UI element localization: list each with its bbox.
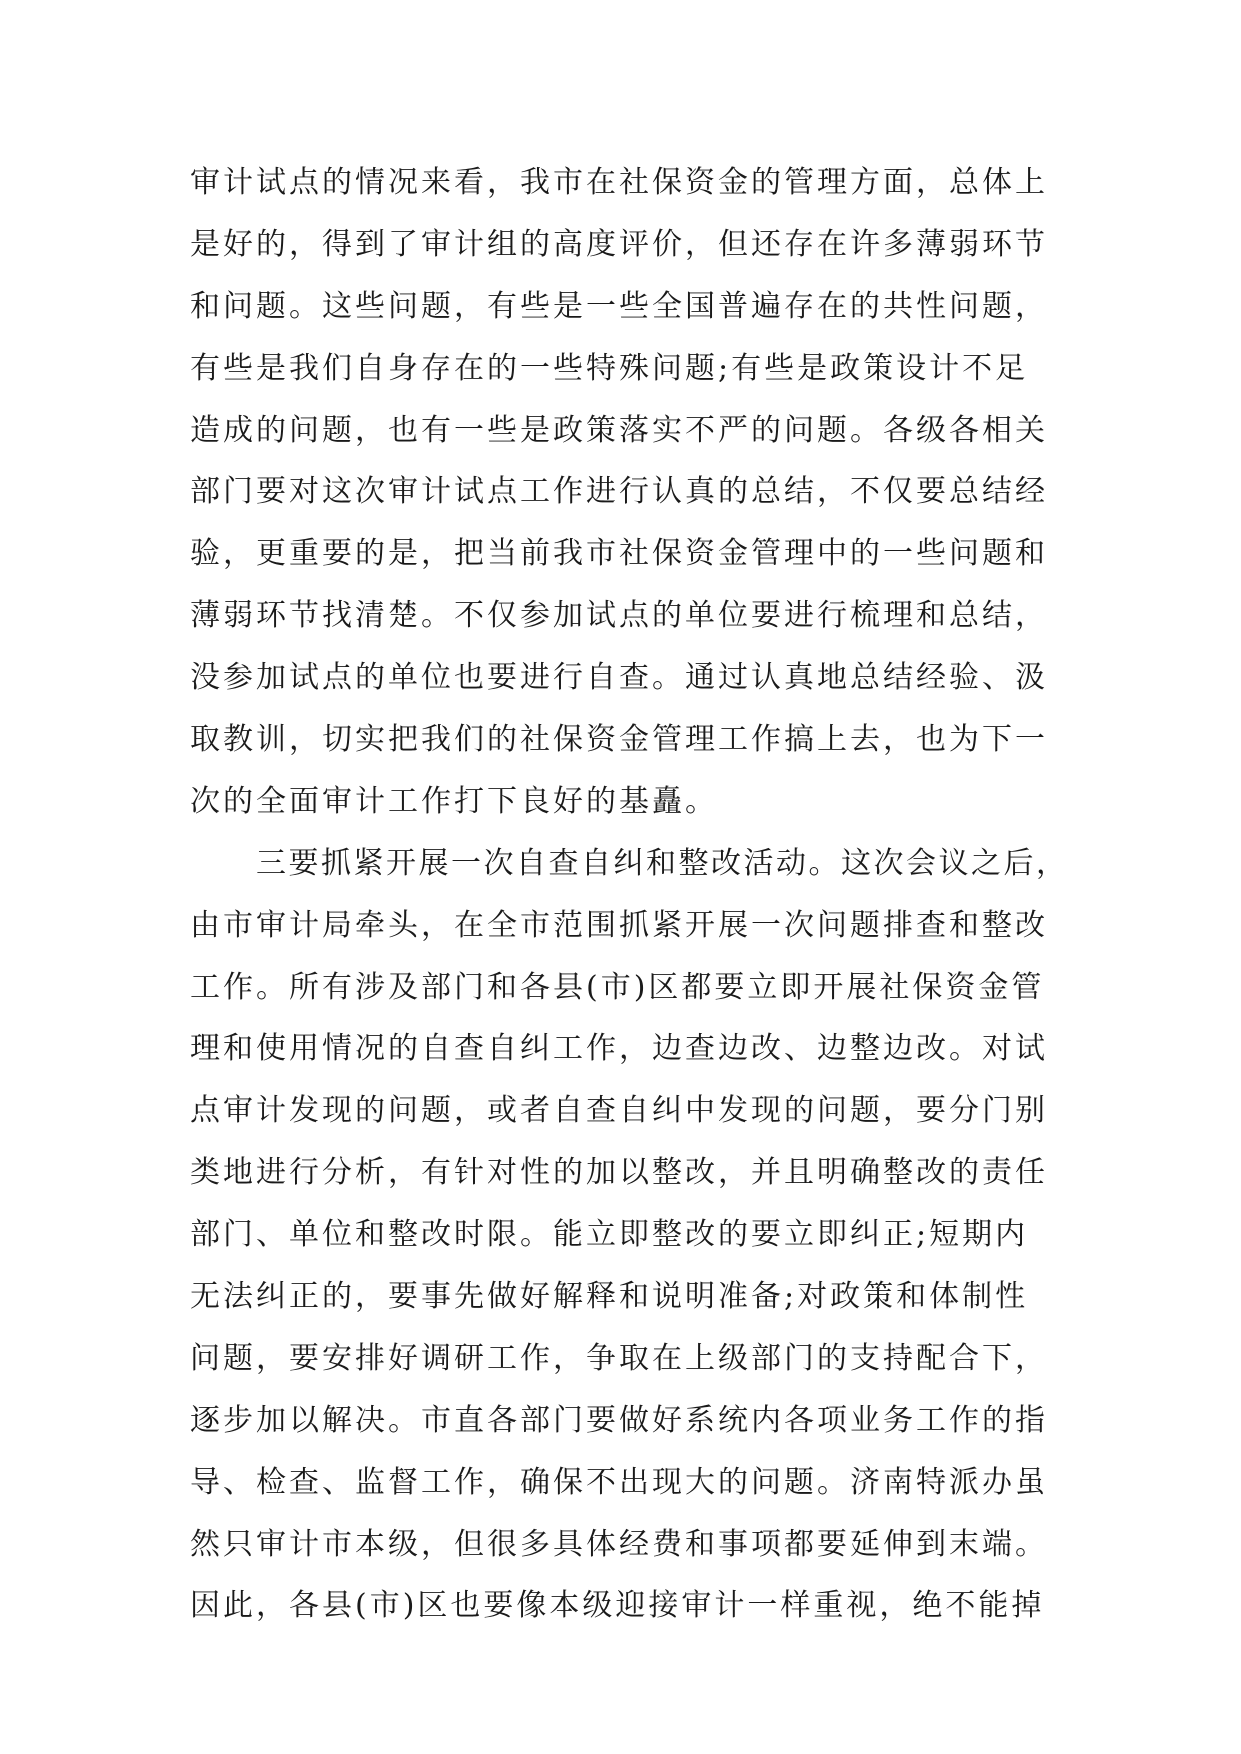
text-line: 造成的问题，也有一些是政策落实不严的问题。各级各相关: [190, 412, 1048, 448]
text-line: 由市审计局牵头，在全市范围抓紧开展一次问题排查和整改: [190, 907, 1048, 943]
text-line: 审计试点的情况来看，我市在社保资金的管理方面，总体上: [190, 165, 1048, 200]
text-line: 类地进行分析，有针对性的加以整改，并且明确整改的责任: [190, 1155, 1048, 1191]
text-line: 然只审计市本级，但很多具体经费和事项都要延伸到末端。: [190, 1526, 1048, 1562]
text-line: 部门、单位和整改时限。能立即整改的要立即纠正;短期内: [190, 1217, 1029, 1253]
text-line: 因此，各县(市)区也要像本级迎接审计一样重视，绝不能掉: [190, 1588, 1045, 1624]
text-line: 点审计发现的问题，或者自查自纠中发现的问题，要分门别: [190, 1093, 1048, 1129]
body-text: [190, 152, 1070, 1637]
text-line: 逐步加以解决。市直各部门要做好系统内各项业务工作的指: [190, 1402, 1048, 1438]
text-line: 薄弱环节找清楚。不仅参加试点的单位要进行梳理和总结，: [190, 598, 1048, 634]
text-line: 问题，要安排好调研工作，争取在上级部门的支持配合下，: [190, 1340, 1048, 1376]
text-line: 无法纠正的，要事先做好解释和说明准备;对政策和体制性: [190, 1279, 1029, 1315]
text-line: 工作。所有涉及部门和各县(市)区都要立即开展社保资金管: [190, 969, 1045, 1005]
text-line: 导、检查、监督工作，确保不出现大的问题。济南特派办虽: [190, 1464, 1048, 1500]
text-line: 取教训，切实把我们的社保资金管理工作搞上去，也为下一: [190, 722, 1048, 758]
text-line: 没参加试点的单位也要进行自查。通过认真地总结经验、汲: [190, 660, 1048, 696]
paragraph-first-line: 三要抓紧开展一次自查自纠和整改活动。这次会议之后，: [256, 845, 1069, 881]
text-line: 次的全面审计工作打下良好的基矗。: [190, 783, 718, 819]
text-line: 验，更重要的是，把当前我市社保资金管理中的一些问题和: [190, 536, 1048, 572]
text-line: 有些是我们自身存在的一些特殊问题;有些是政策设计不足: [190, 350, 1029, 386]
text-line: 理和使用情况的自查自纠工作，边查边改、边整边改。对试: [190, 1031, 1048, 1067]
text-line: 是好的，得到了审计组的高度评价，但还存在许多薄弱环节: [190, 226, 1048, 262]
text-line: 部门要对这次审计试点工作进行认真的总结，不仅要总结经: [190, 474, 1048, 510]
text-line: 和问题。这些问题，有些是一些全国普遍存在的共性问题，: [190, 288, 1048, 324]
